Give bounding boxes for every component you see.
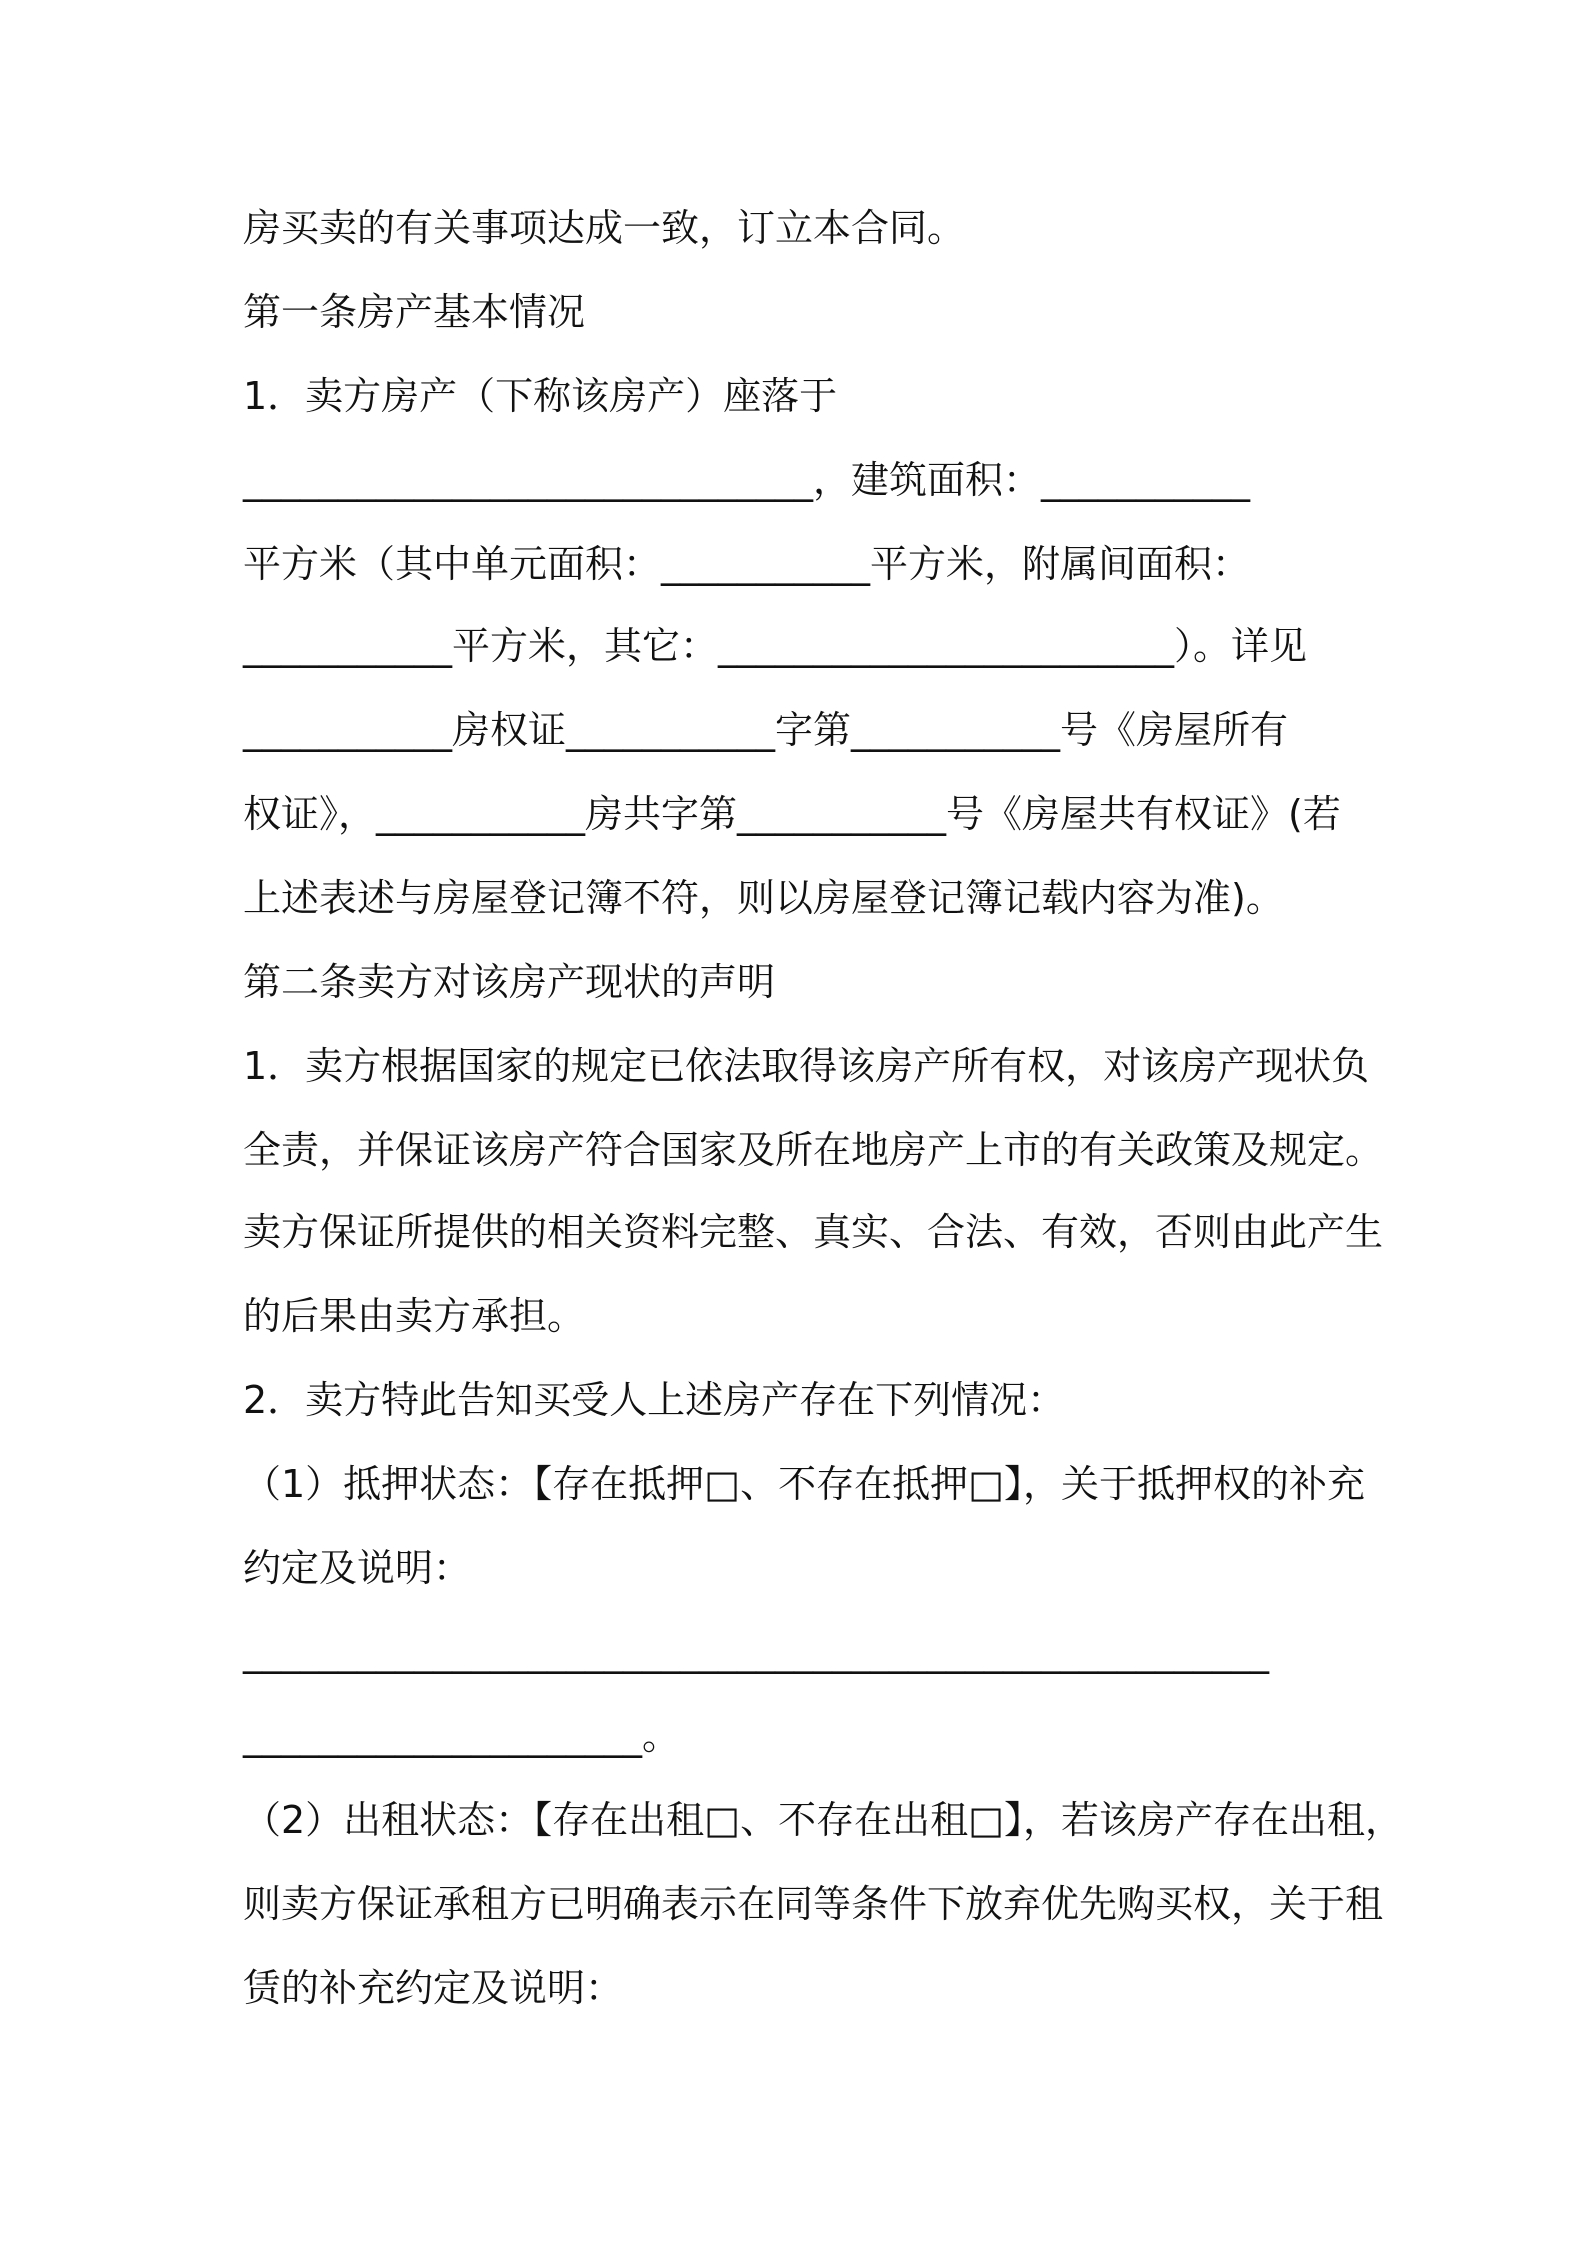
text-line: 赁的补充约定及说明： [243,1966,624,2010]
blank-fill-line: 权证》，___________房共字第___________号《房屋共有权证》(若 [243,792,1341,836]
text-line: 的后果由卖方承担。 [243,1294,586,1338]
text-line: 约定及说明： [243,1546,472,1590]
blank-fill-line: ______________________________，建筑面积：___________ [243,458,1251,502]
blank-fill-line: ______________________________________________________ [243,1630,1269,1674]
text-line: 上述表述与房屋登记簿不符，则以房屋登记簿记载内容为准)。 [243,876,1284,920]
blank-fill-line: 平方米（其中单元面积：___________平方米，附属间面积： [243,542,1251,586]
text-line: 全责，并保证该房产符合国家及所在地房产上市的有关政策及规定。 [243,1128,1384,1172]
blank-fill-line: _____________________。 [243,1714,681,1758]
section-heading: 第一条房产基本情况 [243,290,586,334]
text-line: 1．卖方根据国家的规定已依法取得该房产所有权，对该房产现状负 [243,1044,1370,1088]
blank-fill-line: ___________房权证___________字第___________号《房屋所有 [243,708,1289,752]
text-line: 则卖方保证承租方已明确表示在同等条件下放弃优先购买权，关于租 [243,1882,1384,1926]
checkbox-clause-line: （2）出租状态：【存在出租□、不存在出租□】，若该房产存在出租， [243,1798,1403,1842]
checkbox-clause-line: （1）抵押状态：【存在抵押□、不存在抵押□】，关于抵押权的补充 [243,1462,1365,1506]
text-line: 2．卖方特此告知买受人上述房产存在下列情况： [243,1378,1066,1422]
text-line: 卖方保证所提供的相关资料完整、真实、合法、有效，否则由此产生 [243,1210,1384,1254]
section-heading: 第二条卖方对该房产现状的声明 [243,960,776,1004]
text-line: 1．卖方房产（下称该房产）座落于 [243,374,838,418]
text-line: 房买卖的有关事项达成一致，订立本合同。 [243,206,966,250]
blank-fill-line: ___________平方米，其它：________________________）。详见 [243,624,1308,668]
